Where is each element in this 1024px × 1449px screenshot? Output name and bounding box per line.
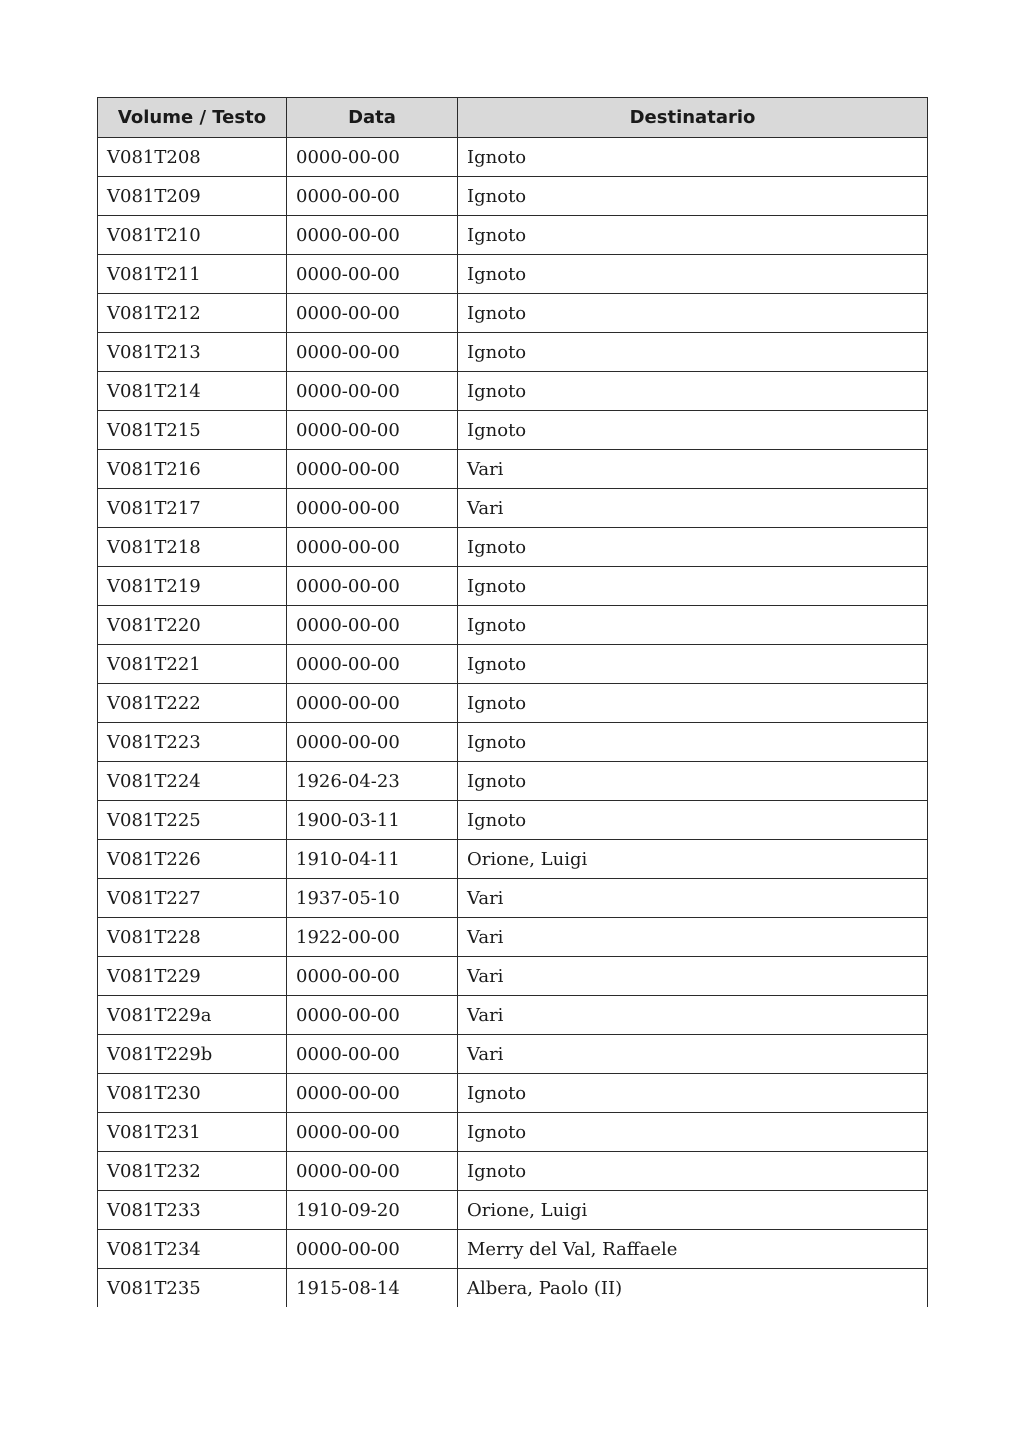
table-row [98,1152,928,1191]
cell-destinatario: Ignoto [458,294,928,333]
table-row [98,372,928,411]
cell-volume-testo: V081T219 [98,567,287,606]
cell-data: 0000-00-00 [287,450,458,489]
cell-data: 0000-00-00 [287,294,458,333]
cell-destinatario: Ignoto [458,762,928,801]
cell-volume-testo: V081T218 [98,528,287,567]
cell-volume-testo: V081T228 [98,918,287,957]
cell-data: 0000-00-00 [287,1074,458,1113]
table-row [98,1269,928,1308]
cell-data: 0000-00-00 [287,567,458,606]
cell-data: 0000-00-00 [287,216,458,255]
cell-data: 1926-04-23 [287,762,458,801]
cell-data: 0000-00-00 [287,411,458,450]
cell-volume-testo: V081T212 [98,294,287,333]
cell-destinatario: Ignoto [458,528,928,567]
cell-data: 0000-00-00 [287,372,458,411]
table-row [98,450,928,489]
cell-data: 1922-00-00 [287,918,458,957]
cell-destinatario: Vari [458,918,928,957]
cell-destinatario: Orione, Luigi [458,840,928,879]
cell-data: 0000-00-00 [287,957,458,996]
table-row [98,528,928,567]
cell-volume-testo: V081T223 [98,723,287,762]
cell-data: 1910-09-20 [287,1191,458,1230]
cell-data: 0000-00-00 [287,255,458,294]
table-row [98,1230,928,1269]
cell-volume-testo: V081T217 [98,489,287,528]
cell-data: 1900-03-11 [287,801,458,840]
cell-volume-testo: V081T232 [98,1152,287,1191]
cell-data: 0000-00-00 [287,333,458,372]
cell-destinatario: Vari [458,1035,928,1074]
cell-destinatario: Ignoto [458,567,928,606]
cell-volume-testo: V081T216 [98,450,287,489]
cell-destinatario: Albera, Paolo (II) [458,1269,928,1308]
cell-destinatario: Vari [458,957,928,996]
cell-destinatario: Vari [458,996,928,1035]
cell-volume-testo: V081T215 [98,411,287,450]
cell-volume-testo: V081T209 [98,177,287,216]
cell-destinatario: Vari [458,489,928,528]
cell-volume-testo: V081T208 [98,138,287,177]
cell-volume-testo: V081T233 [98,1191,287,1230]
cell-destinatario: Vari [458,450,928,489]
cell-data: 0000-00-00 [287,1152,458,1191]
table-row [98,879,928,918]
cell-volume-testo: V081T231 [98,1113,287,1152]
table-row [98,1191,928,1230]
cell-data: 0000-00-00 [287,1113,458,1152]
cell-destinatario: Ignoto [458,684,928,723]
table-body [98,138,928,1308]
cell-volume-testo: V081T227 [98,879,287,918]
cell-data: 1915-08-14 [287,1269,458,1308]
cell-volume-testo: V081T230 [98,1074,287,1113]
cell-data: 0000-00-00 [287,489,458,528]
table-row [98,606,928,645]
cell-data: 0000-00-00 [287,1035,458,1074]
letters-table [97,97,928,1307]
table-row [98,138,928,177]
cell-destinatario: Ignoto [458,177,928,216]
table-row [98,840,928,879]
table-row [98,762,928,801]
cell-destinatario: Ignoto [458,372,928,411]
cell-data: 0000-00-00 [287,723,458,762]
table-header-row [98,98,928,138]
cell-destinatario: Ignoto [458,1074,928,1113]
cell-volume-testo: V081T211 [98,255,287,294]
cell-destinatario: Ignoto [458,606,928,645]
table-row [98,1035,928,1074]
cell-destinatario: Ignoto [458,216,928,255]
table-row [98,177,928,216]
table-row [98,684,928,723]
table-row [98,1113,928,1152]
cell-destinatario: Ignoto [458,645,928,684]
cell-destinatario: Ignoto [458,1152,928,1191]
cell-volume-testo: V081T221 [98,645,287,684]
cell-data: 1910-04-11 [287,840,458,879]
table-row [98,411,928,450]
cell-destinatario: Ignoto [458,723,928,762]
cell-volume-testo: V081T229 [98,957,287,996]
cell-volume-testo: V081T222 [98,684,287,723]
cell-volume-testo: V081T234 [98,1230,287,1269]
table-row [98,957,928,996]
cell-destinatario: Ignoto [458,1113,928,1152]
cell-data: 0000-00-00 [287,528,458,567]
cell-destinatario: Ignoto [458,411,928,450]
table-row [98,723,928,762]
table-row [98,1074,928,1113]
cell-data: 0000-00-00 [287,645,458,684]
cell-volume-testo: V081T229b [98,1035,287,1074]
cell-destinatario: Ignoto [458,138,928,177]
table-row [98,801,928,840]
cell-destinatario: Merry del Val, Raffaele [458,1230,928,1269]
cell-volume-testo: V081T220 [98,606,287,645]
cell-data: 1937-05-10 [287,879,458,918]
table-row [98,645,928,684]
cell-data: 0000-00-00 [287,138,458,177]
cell-volume-testo: V081T235 [98,1269,287,1308]
table-row [98,489,928,528]
cell-volume-testo: V081T210 [98,216,287,255]
table-row [98,567,928,606]
table-row [98,996,928,1035]
cell-volume-testo: V081T213 [98,333,287,372]
cell-volume-testo: V081T225 [98,801,287,840]
cell-data: 0000-00-00 [287,606,458,645]
cell-destinatario: Orione, Luigi [458,1191,928,1230]
cell-data: 0000-00-00 [287,684,458,723]
cell-data: 0000-00-00 [287,996,458,1035]
cell-destinatario: Ignoto [458,255,928,294]
cell-data: 0000-00-00 [287,1230,458,1269]
table-row [98,216,928,255]
cell-data: 0000-00-00 [287,177,458,216]
cell-destinatario: Ignoto [458,801,928,840]
column-header-data: Data [287,98,458,138]
cell-volume-testo: V081T229a [98,996,287,1035]
cell-volume-testo: V081T214 [98,372,287,411]
table-row [98,333,928,372]
column-header-volume-testo: Volume / Testo [98,98,287,138]
table-row [98,294,928,333]
column-header-destinatario: Destinatario [458,98,928,138]
table-row [98,255,928,294]
cell-volume-testo: V081T224 [98,762,287,801]
cell-volume-testo: V081T226 [98,840,287,879]
cell-destinatario: Vari [458,879,928,918]
table-row [98,918,928,957]
cell-destinatario: Ignoto [458,333,928,372]
